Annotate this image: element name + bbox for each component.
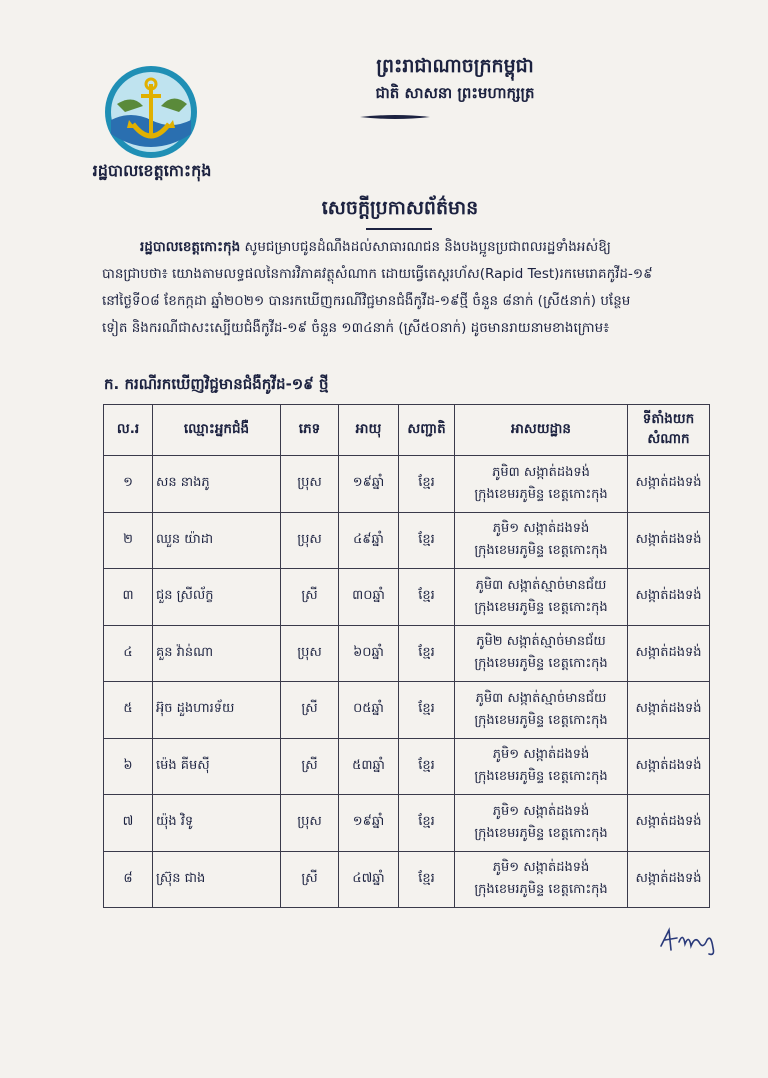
cell-age: ៤៩ឆ្នាំ [339,512,399,569]
cell-sex: ស្រី [281,569,339,626]
cell-address-line1: ភូមិ៣ សង្កាត់ស្មាច់មានជ័យ [475,690,607,706]
cell-age: ៤៧ឆ្នាំ [339,851,399,908]
cell-address-line1: ភូមិ១ សង្កាត់ដងទង់ [492,747,590,763]
cell-no: ៧ [104,795,153,852]
cases-table [103,404,710,908]
cell-sex: ស្រី [281,682,339,739]
cell-address-line2: ក្រុងខេមរភូមិន្ទ ខេត្តកោះកុង [474,656,608,672]
table-row [104,795,710,852]
paragraph-line-1 [140,238,750,258]
col-header-sample-site [628,405,710,456]
cell-age: ១៩ឆ្នាំ [339,795,399,852]
cell-address-line1: ភូមិ៣ សង្កាត់ដងទង់ [492,464,590,480]
cell-sex: ប្រុស [281,625,339,682]
cell-nationality: ខ្មែរ [399,456,455,513]
cell-name: ម៉េង គីមស៊ី [153,738,281,795]
col-header-address: អាសយដ្ឋាន [455,405,628,456]
cell-sample-site: សង្កាត់ដងទង់ [628,851,710,908]
col-header-nationality: សញ្ជាតិ [399,405,455,456]
cell-sample-site: សង្កាត់ដងទង់ [628,625,710,682]
table-row [104,456,710,513]
document-title: សេចក្តីប្រកាសព័ត៌មាន [321,197,479,219]
cell-address-line1: ភូមិ១ សង្កាត់ដងទង់ [492,803,590,819]
ornament-divider [360,114,430,120]
cell-address [455,738,628,795]
org-name: រដ្ឋបាលខេត្តកោះកុង [92,161,212,180]
cell-name: អ៊ុច ដួងហារទ័យ [153,682,281,739]
col-header-sample-site-line2: សំណាក [647,431,690,447]
cell-address-line2: ក្រុងខេមរភូមិន្ទ ខេត្តកោះកុង [474,825,608,841]
paragraph-line-1-text: សូមជម្រាបជូនដំណឹងដល់សាធារណជន និងបងប្អូនប្រជាពលរដ្ឋទាំងអស់ឱ្យ [240,239,611,255]
table-row [104,512,710,569]
cell-address [455,625,628,682]
cell-address [455,795,628,852]
cell-no: ៣ [104,569,153,626]
cell-sample-site: សង្កាត់ដងទង់ [628,569,710,626]
paragraph-line-3: នៅថ្ងៃទី០៨ ខែកក្កដា ឆ្នាំ២០២១ បានរកឃើញករណីវិជ្ជមានជំងឺកូវីដ-១៩ថ្មី ចំនួន ៨នាក់ (ស្រី៥នាក់) បន្ថែម [102,293,631,309]
table-row [104,682,710,739]
cell-address-line1: ភូមិ២ សង្កាត់ស្មាច់មានជ័យ [476,634,606,650]
col-header-no: ល.រ [104,405,153,456]
cell-address-line1: ភូមិ១ សង្កាត់ដងទង់ [492,860,590,876]
paragraph-line-2: បានជ្រាបថា៖ យោងតាមលទ្ធផលនៃការវិភាគវត្ថុសំណាក ដោយធ្វើតេស្តរហ័ស(Rapid Test)រកមេរោគកូវីដ-១៩ [102,266,653,282]
provincial-emblem-logo [103,64,199,160]
cell-address [455,512,628,569]
cell-age: ៦០ឆ្នាំ [339,625,399,682]
cell-name: ស្រ៊ុន ជាង [153,851,281,908]
cell-age: ៥៣ឆ្នាំ [339,738,399,795]
cell-name: ជួន ស្រីល័ក្ខ [153,569,281,626]
table-header-row [104,405,710,456]
cell-nationality: ខ្មែរ [399,738,455,795]
national-motto: ជាតិ សាសនា ព្រះមហាក្សត្រ [375,84,535,102]
cell-no: ៦ [104,738,153,795]
cell-age: ០៥ឆ្នាំ [339,682,399,739]
cell-sample-site: សង្កាត់ដងទង់ [628,795,710,852]
cell-address-line2: ក្រុងខេមរភូមិន្ទ ខេត្តកោះកុង [474,769,608,785]
col-header-sample-site-line1: ទីតាំងយក [642,411,695,427]
cell-no: ៥ [104,682,153,739]
cell-sex: ប្រុស [281,795,339,852]
table-row [104,738,710,795]
cell-sample-site: សង្កាត់ដងទង់ [628,682,710,739]
cell-address-line1: ភូមិ៣ សង្កាត់ស្មាច់មានជ័យ [475,577,607,593]
title-underline [366,228,432,230]
cell-address [455,682,628,739]
cell-address-line2: ក្រុងខេមរភូមិន្ទ ខេត្តកោះកុង [474,486,608,502]
cell-no: ៤ [104,625,153,682]
cell-name: យ៉ុង វិទូ [153,795,281,852]
cell-address-line2: ក្រុងខេមរភូមិន្ទ ខេត្តកោះកុង [474,712,608,728]
cell-sample-site: សង្កាត់ដងទង់ [628,512,710,569]
cell-sample-site: សង្កាត់ដងទង់ [628,738,710,795]
cell-nationality: ខ្មែរ [399,851,455,908]
paragraph-org-name: រដ្ឋបាលខេត្តកោះកុង [140,239,241,255]
paragraph-line-4: ទៀត និងករណីជាសះស្បើយជំងឺកូវីដ-១៩ ចំនួន ១៣៤នាក់ (ស្រី៥០នាក់) ដូចមានរាយនាមខាងក្រោម៖ [102,320,610,336]
cell-nationality: ខ្មែរ [399,795,455,852]
cell-address-line1: ភូមិ១ សង្កាត់ដងទង់ [492,521,590,537]
cell-sex: ប្រុស [281,456,339,513]
signature-mark [655,920,735,960]
cell-address [455,569,628,626]
cell-sex: ស្រី [281,851,339,908]
cell-name: ឈួន យ៉ាដា [153,512,281,569]
cell-address [455,456,628,513]
kingdom-heading: ព្រះរាជាណាចក្រកម្ពុជា [376,55,534,77]
col-header-age: អាយុ [339,405,399,456]
table-row [104,625,710,682]
cell-address-line2: ក្រុងខេមរភូមិន្ទ ខេត្តកោះកុង [474,599,608,615]
cell-sample-site: សង្កាត់ដងទង់ [628,456,710,513]
table-row [104,851,710,908]
cell-nationality: ខ្មែរ [399,625,455,682]
cell-nationality: ខ្មែរ [399,682,455,739]
cell-address-line2: ក្រុងខេមរភូមិន្ទ ខេត្តកោះកុង [474,543,608,559]
cell-sex: ប្រុស [281,512,339,569]
cell-no: ២ [104,512,153,569]
cell-nationality: ខ្មែរ [399,512,455,569]
cell-nationality: ខ្មែរ [399,569,455,626]
cell-address [455,851,628,908]
section-heading: ក. ករណីរកឃើញវិជ្ជមានជំងឺកូវីដ-១៩ ថ្មី [104,375,329,393]
table-row [104,569,710,626]
col-header-sex: ភេទ [281,405,339,456]
cell-no: ១ [104,456,153,513]
cell-name: សន នាងភូ [153,456,281,513]
col-header-name: ឈ្មោះអ្នកជំងឺ [153,405,281,456]
cell-sex: ស្រី [281,738,339,795]
cell-no: ៨ [104,851,153,908]
cell-age: ១៩ឆ្នាំ [339,456,399,513]
cell-name: គួន វ៉ាន់ណា [153,625,281,682]
cell-age: ៣០ឆ្នាំ [339,569,399,626]
cell-address-line2: ក្រុងខេមរភូមិន្ទ ខេត្តកោះកុង [474,882,608,898]
